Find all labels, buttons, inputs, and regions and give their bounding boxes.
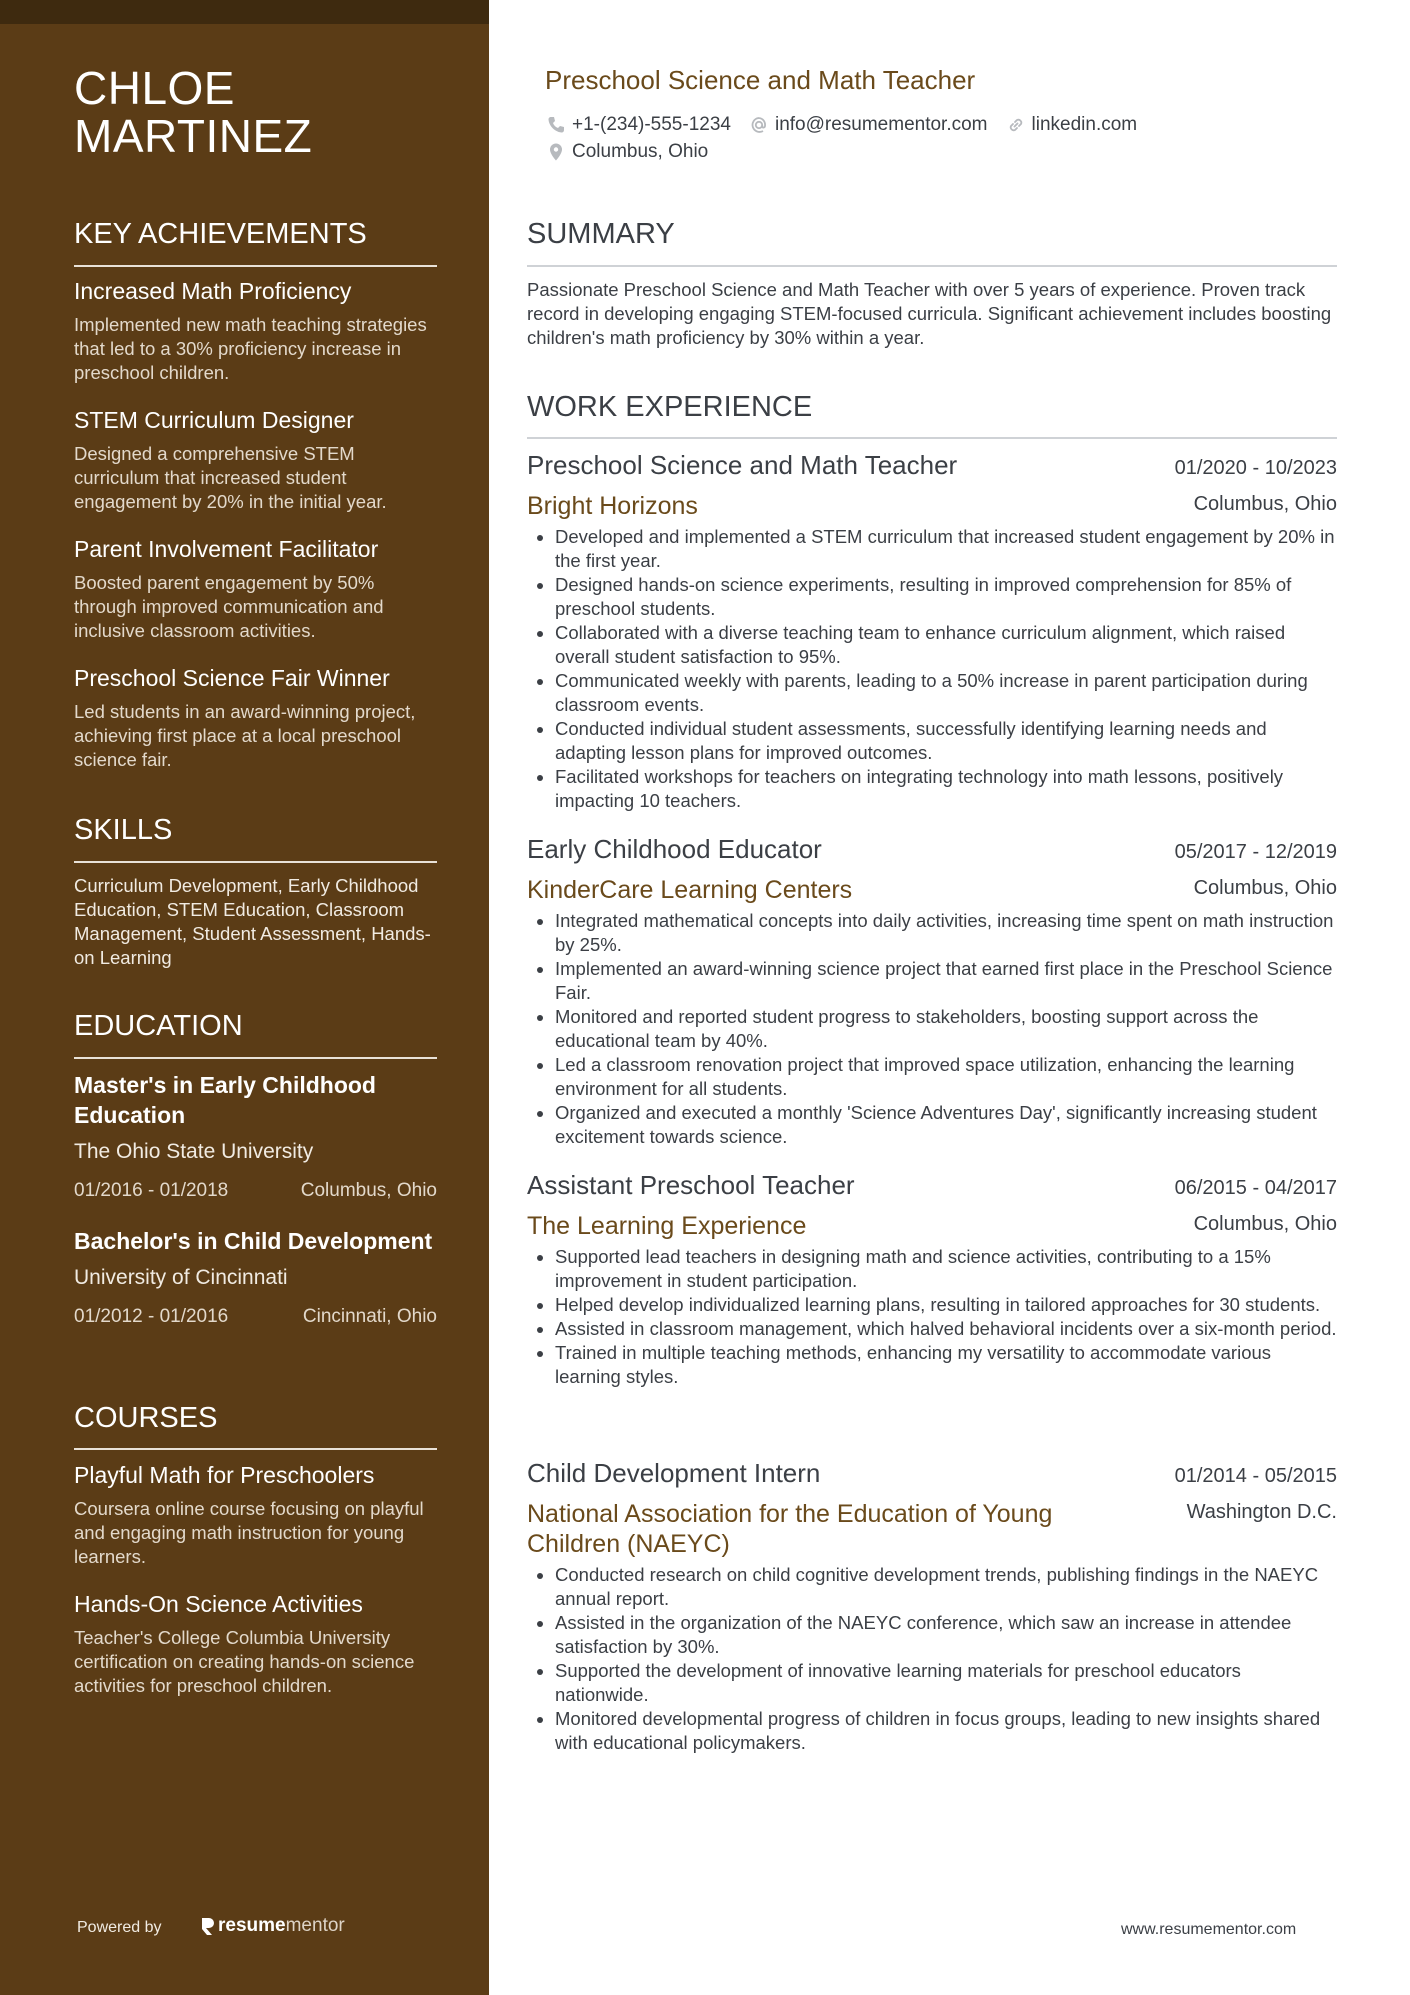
- job-bullets: [527, 909, 1337, 1149]
- education-degree: Bachelor's in Child Development: [74, 1228, 433, 1254]
- job-dates: 05/2017 - 12/2019: [1174, 841, 1337, 863]
- education-entry: [74, 1226, 437, 1328]
- job-subheader: [527, 875, 1337, 905]
- education-school: The Ohio State University: [74, 1140, 314, 1163]
- job-entry: [527, 1170, 1337, 1389]
- achievement-item: [74, 665, 437, 772]
- achievement-desc: Implemented new math teaching strategies that led to a 30% proficiency increase in preschool children.: [74, 314, 427, 383]
- job-bullet: • Assisted in classroom management, which halved behavioral incidents over a six-month period.: [555, 1317, 1337, 1341]
- job-company: Bright Horizons: [527, 492, 698, 520]
- job-bullet: • Supported lead teachers in designing math and science activities, contributing to a 15% improvement in student participation.: [555, 1245, 1337, 1293]
- brand-logo[interactable]: [200, 1915, 345, 1937]
- achievement-title: Parent Involvement Facilitator: [74, 536, 379, 562]
- job-role: Assistant Preschool Teacher: [527, 1170, 855, 1200]
- achievements-divider: [74, 265, 437, 267]
- candidate-name: [74, 64, 454, 160]
- job-bullet: • Monitored and reported student progress to stakeholders, boosting support across the educational team by 40%.: [555, 1005, 1337, 1053]
- linkedin-text: linkedin.com: [1031, 114, 1138, 135]
- location-text: Columbus, Ohio: [572, 141, 709, 162]
- job-header: [527, 450, 1337, 481]
- job-bullet: • Collaborated with a diverse teaching team to enhance curriculum alignment, which raised overall student satisfaction to 95%.: [555, 621, 1337, 669]
- job-location: Columbus, Ohio: [1193, 1213, 1337, 1235]
- at-icon: [749, 115, 769, 135]
- header-job-title: Preschool Science and Math Teacher: [545, 65, 976, 95]
- job-bullet: • Helped develop individualized learning plans, resulting in tailored approaches for 30 students.: [555, 1293, 1337, 1317]
- contact-phone[interactable]: [546, 114, 731, 136]
- skills-list: Curriculum Development, Early Childhood Education, STEM Education, Classroom Management, Student Assessment, Hands-on Learning: [74, 875, 431, 968]
- achievement-item: [74, 536, 437, 643]
- course-title: Hands-On Science Activities: [74, 1591, 363, 1617]
- job-dates: 06/2015 - 04/2017: [1174, 1177, 1337, 1199]
- skills-heading: SKILLS: [74, 814, 173, 846]
- sidebar: [0, 0, 489, 1995]
- job-bullet: • Supported the development of innovative learning materials for preschool educators nationwide.: [555, 1659, 1337, 1707]
- education-location: Cincinnati, Ohio: [302, 1306, 437, 1327]
- job-bullets: [527, 525, 1337, 813]
- link-icon: [1006, 115, 1026, 135]
- job-bullets: [527, 1563, 1337, 1755]
- location-pin-icon: [546, 142, 566, 162]
- contact-location: [546, 141, 726, 163]
- achievement-desc: Designed a comprehensive STEM curriculum that increased student engagement by 20% in the initial year.: [74, 443, 387, 512]
- email-text: info@resumementor.com: [774, 114, 988, 135]
- course-item: [74, 1462, 437, 1569]
- education-heading: EDUCATION: [74, 1010, 243, 1042]
- resume-logo-icon: [200, 1916, 214, 1936]
- job-bullet: • Assisted in the organization of the NAEYC conference, which saw an increase in attendee satisfaction by 30%.: [555, 1611, 1337, 1659]
- job-bullet: • Integrated mathematical concepts into daily activities, increasing time spent on math instruction by 25%.: [555, 909, 1337, 957]
- education-dates: 01/2016 - 01/2018: [74, 1180, 229, 1201]
- brand-name-bold: resume: [218, 1915, 286, 1936]
- contact-row: [546, 114, 1155, 136]
- job-company: KinderCare Learning Centers: [527, 876, 853, 904]
- phone-icon: [546, 115, 566, 135]
- job-bullet: • Conducted research on child cognitive development trends, publishing findings in the NAEYC annual report.: [555, 1563, 1337, 1611]
- job-header: [527, 1458, 1337, 1489]
- job-location: Washington D.C.: [1186, 1501, 1337, 1523]
- job-bullet: • Organized and executed a monthly 'Science Adventures Day', significantly increasing student excitement towards science.: [555, 1101, 1337, 1149]
- courses-divider: [74, 1448, 437, 1450]
- phone-text: +1-(234)-555-1234: [572, 114, 731, 135]
- sidebar-top-bar: [0, 0, 489, 24]
- footer-website-link[interactable]: www.resumementor.com: [1121, 1921, 1297, 1938]
- course-desc: Coursera online course focusing on playful and engaging math instruction for young learners.: [74, 1498, 424, 1567]
- achievements-heading: KEY ACHIEVEMENTS: [74, 218, 367, 250]
- job-location: Columbus, Ohio: [1193, 493, 1337, 515]
- achievement-desc: Boosted parent engagement by 50% through improved communication and inclusive classroom activities.: [74, 572, 384, 641]
- education-entry: [74, 1070, 437, 1202]
- education-dates: 01/2012 - 01/2016: [74, 1306, 229, 1327]
- experience-divider: [527, 437, 1337, 439]
- job-header: [527, 1170, 1337, 1201]
- location-item: [546, 141, 708, 163]
- achievement-title: STEM Curriculum Designer: [74, 407, 354, 433]
- job-bullet: • Conducted individual student assessments, successfully identifying learning needs and adapting lesson plans for improved outcomes.: [555, 717, 1337, 765]
- achievement-item: [74, 407, 437, 514]
- powered-by-label: Powered by: [77, 1919, 162, 1936]
- course-item: [74, 1591, 437, 1698]
- education-location: Columbus, Ohio: [300, 1180, 437, 1201]
- course-desc: Teacher's College Columbia University certification on creating hands-on science activities for preschool children.: [74, 1627, 415, 1696]
- achievement-title: Preschool Science Fair Winner: [74, 665, 390, 691]
- job-company: The Learning Experience: [527, 1212, 807, 1240]
- first-name: CHLOE: [74, 62, 235, 114]
- job-dates: 01/2014 - 05/2015: [1174, 1465, 1337, 1487]
- job-subheader: [527, 1211, 1337, 1241]
- education-school: University of Cincinnati: [74, 1266, 288, 1289]
- job-role: Preschool Science and Math Teacher: [527, 450, 958, 480]
- course-title: Playful Math for Preschoolers: [74, 1462, 375, 1488]
- job-bullet: • Trained in multiple teaching methods, enhancing my versatility to accommodate various learning styles.: [555, 1341, 1337, 1389]
- skills-divider: [74, 861, 437, 863]
- job-header: [527, 834, 1337, 865]
- achievement-item: [74, 278, 437, 385]
- education-meta: [74, 1180, 437, 1202]
- summary-divider: [527, 265, 1337, 267]
- summary-text: Passionate Preschool Science and Math Teacher with over 5 years of experience. Proven track record in developing engaging STEM-focused curricula. Significant achievement includes boosting children's math proficiency by 30% within a year.: [527, 279, 1332, 348]
- achievement-desc: Led students in an award-winning project, achieving first place at a local preschool science fair.: [74, 701, 416, 770]
- job-bullet: • Communicated weekly with parents, leading to a 50% increase in parent participation during classroom events.: [555, 669, 1337, 717]
- courses-heading: COURSES: [74, 1402, 218, 1434]
- brand-name-light: mentor: [285, 1915, 345, 1936]
- education-meta: [74, 1306, 437, 1328]
- contact-linkedin[interactable]: [1006, 114, 1138, 136]
- experience-heading: WORK EXPERIENCE: [527, 391, 813, 423]
- achievement-title: Increased Math Proficiency: [74, 278, 352, 304]
- job-bullets: [527, 1245, 1337, 1389]
- job-bullet: • Implemented an award-winning science project that earned first place in the Preschool Science Fair.: [555, 957, 1337, 1005]
- job-dates: 01/2020 - 10/2023: [1174, 457, 1337, 479]
- job-entry: [527, 450, 1337, 813]
- job-bullet: • Designed hands-on science experiments, resulting in improved comprehension for 85% of preschool students.: [555, 573, 1337, 621]
- job-company: National Association for the Education of Young Children (NAEYC): [527, 1500, 1053, 1558]
- job-bullet: • Monitored developmental progress of children in focus groups, leading to new insights shared with educational policymakers.: [555, 1707, 1337, 1755]
- last-name: MARTINEZ: [74, 110, 313, 162]
- job-entry: [527, 834, 1337, 1149]
- job-role: Early Childhood Educator: [527, 834, 822, 864]
- job-subheader: [527, 1499, 1337, 1559]
- job-bullet: • Led a classroom renovation project that improved space utilization, enhancing the learning environment for all students.: [555, 1053, 1337, 1101]
- job-subheader: [527, 491, 1337, 521]
- summary-heading: SUMMARY: [527, 218, 675, 250]
- job-role: Child Development Intern: [527, 1458, 821, 1488]
- job-bullet: • Developed and implemented a STEM curriculum that increased student engagement by 20% in the first year.: [555, 525, 1337, 573]
- job-bullet: • Facilitated workshops for teachers on integrating technology into math lessons, positively impacting 10 teachers.: [555, 765, 1337, 813]
- contact-email[interactable]: [749, 114, 988, 136]
- job-location: Columbus, Ohio: [1193, 877, 1337, 899]
- education-divider: [74, 1057, 437, 1059]
- education-degree: Master's in Early Childhood Education: [74, 1072, 376, 1128]
- job-entry: [527, 1458, 1337, 1755]
